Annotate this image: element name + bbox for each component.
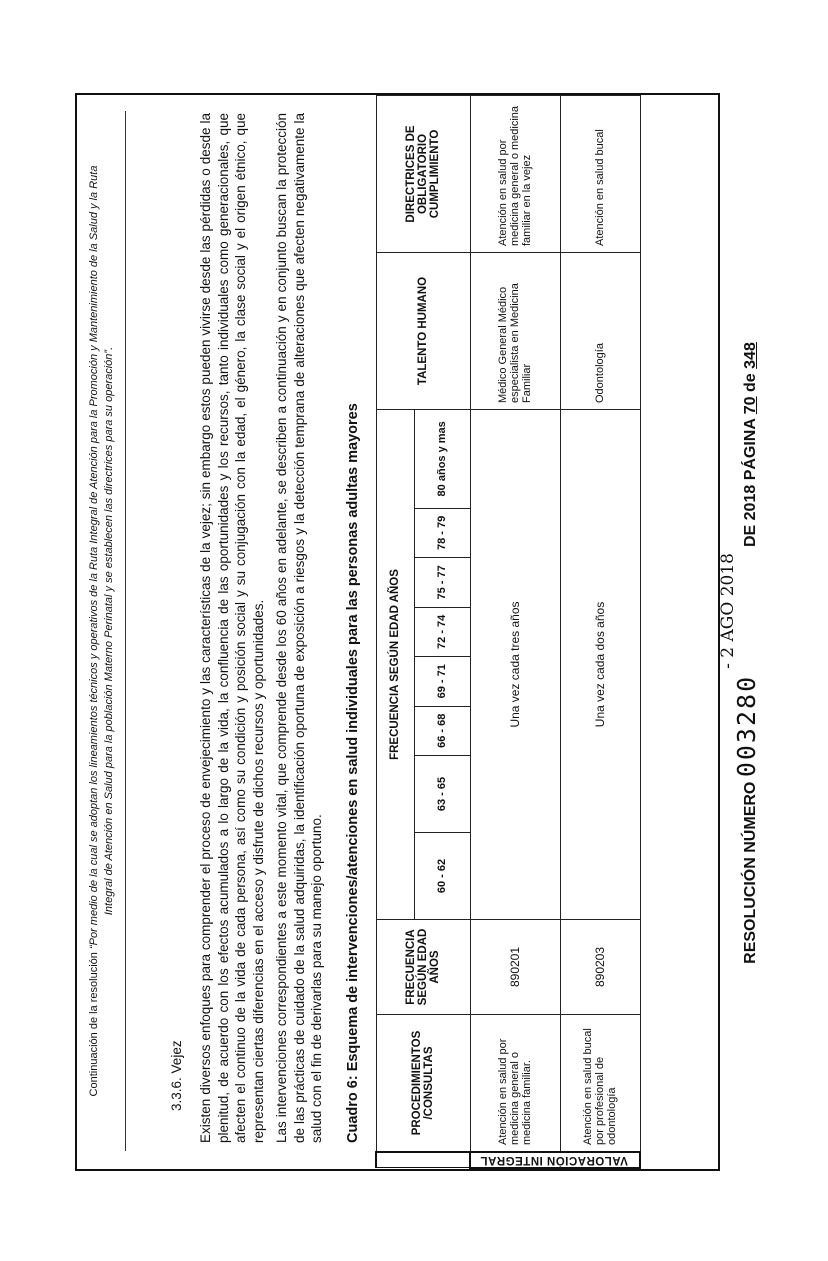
continuation-title-2: Integral de Atención en Salud para la población Materno Perinatal y se establecen las directrices para su operación”. [102, 346, 115, 916]
handwritten-date: - 2 AGO 2018 [718, 553, 738, 669]
table-row [560, 96, 640, 1169]
content-frame [75, 93, 720, 1171]
row-directriz: Atención en salud bucal [560, 96, 640, 253]
header-directrices: DIRECTRICES DE OBLIGATORIO CUMPLIMIENTO [376, 96, 470, 253]
row-frecuencia: Una vez cada dos años [560, 410, 640, 920]
of-text: de [742, 373, 759, 392]
header-rule [125, 111, 126, 1151]
resolution-header [718, 45, 761, 1261]
resolution-number: 003280 [732, 674, 761, 778]
paragraph-1: Existen diversos enfoques para comprender el proceso de envejecimiento y las características de la vejez; sin embargo estos pueden vivirse desde las pérdidas o desde la plenitud, de acuerdo con los efectos acumulados a lo largo de la vida, la confluencia de las oportunidades y los recursos, tanto individuales como generacionales, que afecten el continuo de la vida de cada persona, así como su condición y posición social y su conjugación con la edad, el género, la clase social y el origen étnico, que representan ciertas diferencias en el acceso y disfrute de dichos recursos y oportunidades. [198, 113, 266, 1143]
row-codigo: 890203 [560, 920, 640, 1015]
row-talento: Odontología [560, 253, 640, 410]
total-pages: 348 [742, 342, 759, 369]
table-caption: Cuadro 6: Esquema de intervenciones/atenciones en salud individuales para las personas adultas mayores [345, 403, 361, 1143]
section-title: Vejez [169, 1040, 184, 1074]
header-talento: TALENTO HUMANO [376, 253, 470, 410]
header-procedimientos: PROCEDIMIENTOS /CONSULTAS [376, 1015, 470, 1153]
rotated-page [0, 45, 790, 1261]
section-number: 3.3.6. [169, 1077, 184, 1111]
continuation-lead: Continuación de la resolución [88, 952, 100, 1097]
age-group: 66 - 68 [414, 706, 470, 755]
age-group: 80 años y mas [414, 410, 470, 509]
age-group: 75 - 77 [414, 558, 470, 607]
page-number: 70 [742, 396, 759, 415]
continuation-note [87, 111, 117, 1151]
paragraph-2: Las intervenciones correspondientes a este momento vital, que comprende desde los 60 años en adelante, se describen a continuación y en conjunto buscan la protección de las prácticas de cuidado de la salud adquiridas, la identificación oportuna de exposición a riesgos y la detección temprana de alteraciones que afecten negativamente la salud con el fin de derivarlas para su manejo oportuno. [274, 113, 325, 1143]
age-group: 63 - 65 [414, 756, 470, 833]
row-codigo: 890201 [470, 920, 560, 1015]
row-procedimiento: Atención en salud por medicina general o medicina familiar. [470, 1015, 560, 1153]
resolution-prefix: RESOLUCIÓN NÚMERO [742, 781, 759, 964]
interventions-table [375, 95, 641, 1169]
header-cups: FRECUENCIA SEGÚN EDAD AÑOS [376, 920, 470, 1015]
row-directriz: Atención en salud por medicina general o medicina familiar en la vejez [470, 96, 560, 253]
header-frecuencia: FRECUENCIA SEGÚN EDAD AÑOS [376, 410, 414, 920]
continuation-title-1: “Por medio de la cual se adoptan los lineamientos técnicos y operativos de la Ruta Integral de Atención para la Promoción y Mantenimiento de la Salud y la Ruta [88, 165, 100, 950]
resolution-year: DE 2018 PÁGINA [742, 418, 759, 548]
side-label: VALORACIÓN INTEGRAL [470, 1152, 640, 1168]
table-row [470, 96, 560, 1169]
age-group: 69 - 71 [414, 657, 470, 706]
age-group: 72 - 74 [414, 607, 470, 656]
row-frecuencia: Una vez cada tres años [470, 410, 560, 920]
row-talento: Médico General Médico especialista en Medicina Familiar [470, 253, 560, 410]
row-procedimiento: Atención en salud bucal por profesional de odontología [560, 1015, 640, 1153]
section-heading [169, 1040, 184, 1111]
age-group: 60 - 62 [414, 833, 470, 920]
age-group: 78 - 79 [414, 508, 470, 557]
